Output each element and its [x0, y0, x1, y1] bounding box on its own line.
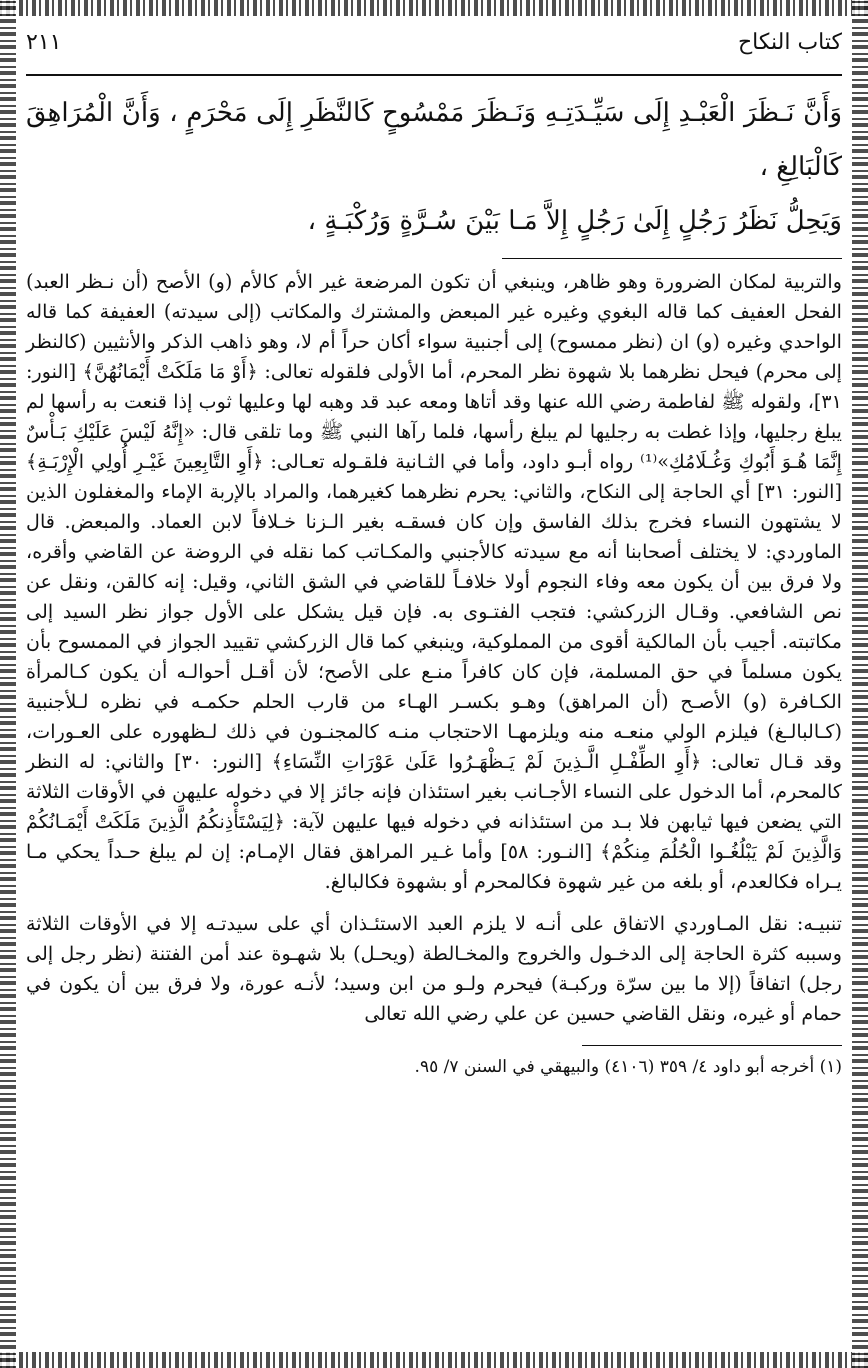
page-border-left [0, 0, 16, 1368]
page-border-right [852, 0, 868, 1368]
page-border-bottom [0, 1352, 868, 1368]
footnote: (١) أخرجه أبو داود ٤/ ٣٥٩ (٤١٠٦) والبيهقي في السنن ٧/ ٩٥. [414, 1057, 842, 1077]
running-header [26, 30, 842, 76]
commentary-paragraph: تنبيـه: نقل المـاوردي الاتفاق على أنـه لا يلزم العبد الاستئـذان أي على سيدتـه إلا في الأوقات الثلاثة وسببه كثرة الحاجة إلى الدخـول والخروج والمخـالطة (ويحـل) بلا شهـوة عند أمن الفتنة (نظر رجل إلى رجل) اتفاقاً (إلا ما بين سرّة وركبـة) فيحرم ولـو من ابن وسيد؛ لأنـه عورة، ولا فرق بين أن يكون في حمام أو غيره، ونقل القاضي حسين عن علي رضي الله تعالى [26, 912, 842, 1025]
book-page [26, 30, 842, 1340]
main-text [26, 86, 842, 248]
commentary [26, 267, 842, 1029]
page-number: ٢١١ [26, 30, 62, 55]
main-text-divider [502, 258, 842, 259]
page-border-top [0, 0, 868, 16]
footnote-divider [582, 1045, 842, 1046]
main-text-line: وَأَنَّ نَـظَرَ الْعَبْـدِ إِلَى سَيِّـدَتِـهِ وَنَـظَرَ مَمْسُوحٍ كَالنَّظَرِ إِلَى مَحْرَمٍ ، وَأَنَّ الْمُرَاهِقَ كَالْبَالِغِ ، [26, 98, 842, 182]
page-title: كتاب النكاح [737, 30, 842, 55]
commentary-paragraph: والتربية لمكان الضرورة وهو ظاهر، وينبغي أن تكون المرضعة غير الأم كالأم (و) الأصح (أن نـظر العبد) الفحل العفيف كما قاله البغوي وغيره غير المبعض والمشترك والمكاتب (إلى سيدته) العفيفة كما قاله الواحدي وغيره (و) ان (نظر ممسوح) إلى أجنبية سواء أكان حراً أم لا، وهو ذاهب الذكر والأنثيين (كالنظر إلى محرم) فيحل نظرهما بلا شهوة نظر المحرم، أما الأولى فلقوله تعالى: ﴿أَوْ مَا مَلَكَتْ أَيْمَانُهُنَّ﴾ [النور: ٣١]، ولقوله ﷺ لفاطمة رضي الله عنها وقد أتاها ومعه عبد قد وهبه لها وعليها ثوب إذا قنعت به رأسها لم يبلغ رجليها، وإذا غطت به رجليها لم يبلغ رأسها، فلما رآها النبي ﷺ وما تلقى قال: «إِنَّهُ لَيْسَ عَلَيْكِ بَـأْسٌ إِنَّمَا هُـوَ أَبُوكِ وَغُـلَامُكِ»⁽¹⁾ رواه أبـو داود، وأما في الثـانية فلقـوله تعـالى: ﴿أَوِ التَّابِعِينَ غَيْـرِ أُولِي الْإِرْبَـةِ﴾ [النور: ٣١] أي الحاجة إلى النكاح، والثاني: يحرم نظرهما كغيرهما، والمراد بالإربة الإماء والمغفلون الذين لا يشتهون النساء فخرج بذلك الفاسق وإن كان فسقـه بغير الـزنا خـلافاً لابن العماد. والمبعض. قال الماوردي: لا يختلف أصحابنا أنه مع سيدته كالأجنبي والمكـاتب كما نقله في الروضة عن القاضي وأقره، ولا فرق بين أن يكون معه وفاء النجوم أولا خلافـاً للقاضي في الشق الثاني، وقيل: إنه كالقن، ونقل عن نص الشافعي. وقـال الزركشي: فتجب الفتـوى به. فإن قيل يشكل على الأول جواز نظر السيد إلى مكاتبته. أجيب بأن المالكية أقوى من المملوكية، وينبغي كما قال الزركشي تقييد الجواز في الممسوح بأن يكون مسلماً في حق المسلمة، فإن كان كافراً منـع على الأصح؛ لأن أقـل أحوالـه أن يكون كـالمرأة الكـافرة (و) الأصـح (أن المراهق) وهـو بكسـر الهـاء من قارب الحلم حكمـه في نظره لـلأجنبية (كـالبالـغ) فيلزم الولي منعـه منه ويلزمهـا الاحتجاب منـه كالمجنـون في ذلك لـظهوره على العـورات، وقد قـال تعالى: ﴿أَوِ الطِّفْـلِ الَّـذِينَ لَمْ يَـظْهَـرُوا عَلَىٰ عَوْرَاتِ النِّسَاءِ﴾ [النور: ٣٠] والثاني: له النظر كالمحرم، أما الدخول على النساء الأجـانب بغير استئذان فإنه جائز إلا في دخوله عليهن في الأوقات الثلاثة التي يضعن فيها ثيابهن فلا بـد من استئذانه في دخوله فيها عليهن لآية: ﴿لِيَسْتَأْذِنكُمُ الَّذِينَ مَلَكَتْ أَيْمَـانُكُمْ وَالَّذِينَ لَمْ يَبْلُغُـوا الْحُلُمَ مِنكُمْ﴾ [النـور: ٥٨] وأما غـير المراهق فقال الإمـام: إن لم يبلغ حـداً يحكي مـا يـراه فكالعدم، أو بلغه من غير شهوة فكالمحرم أو بشهوة فكالبالغ. [26, 270, 843, 893]
main-text-line: وَيَحِلُّ نَظَرُ رَجُلٍ إِلَىٰ رَجُلٍ إِلاَّ مَـا بَيْنَ سُـرَّةٍ وَرُكْبَـةٍ ، [307, 206, 842, 236]
